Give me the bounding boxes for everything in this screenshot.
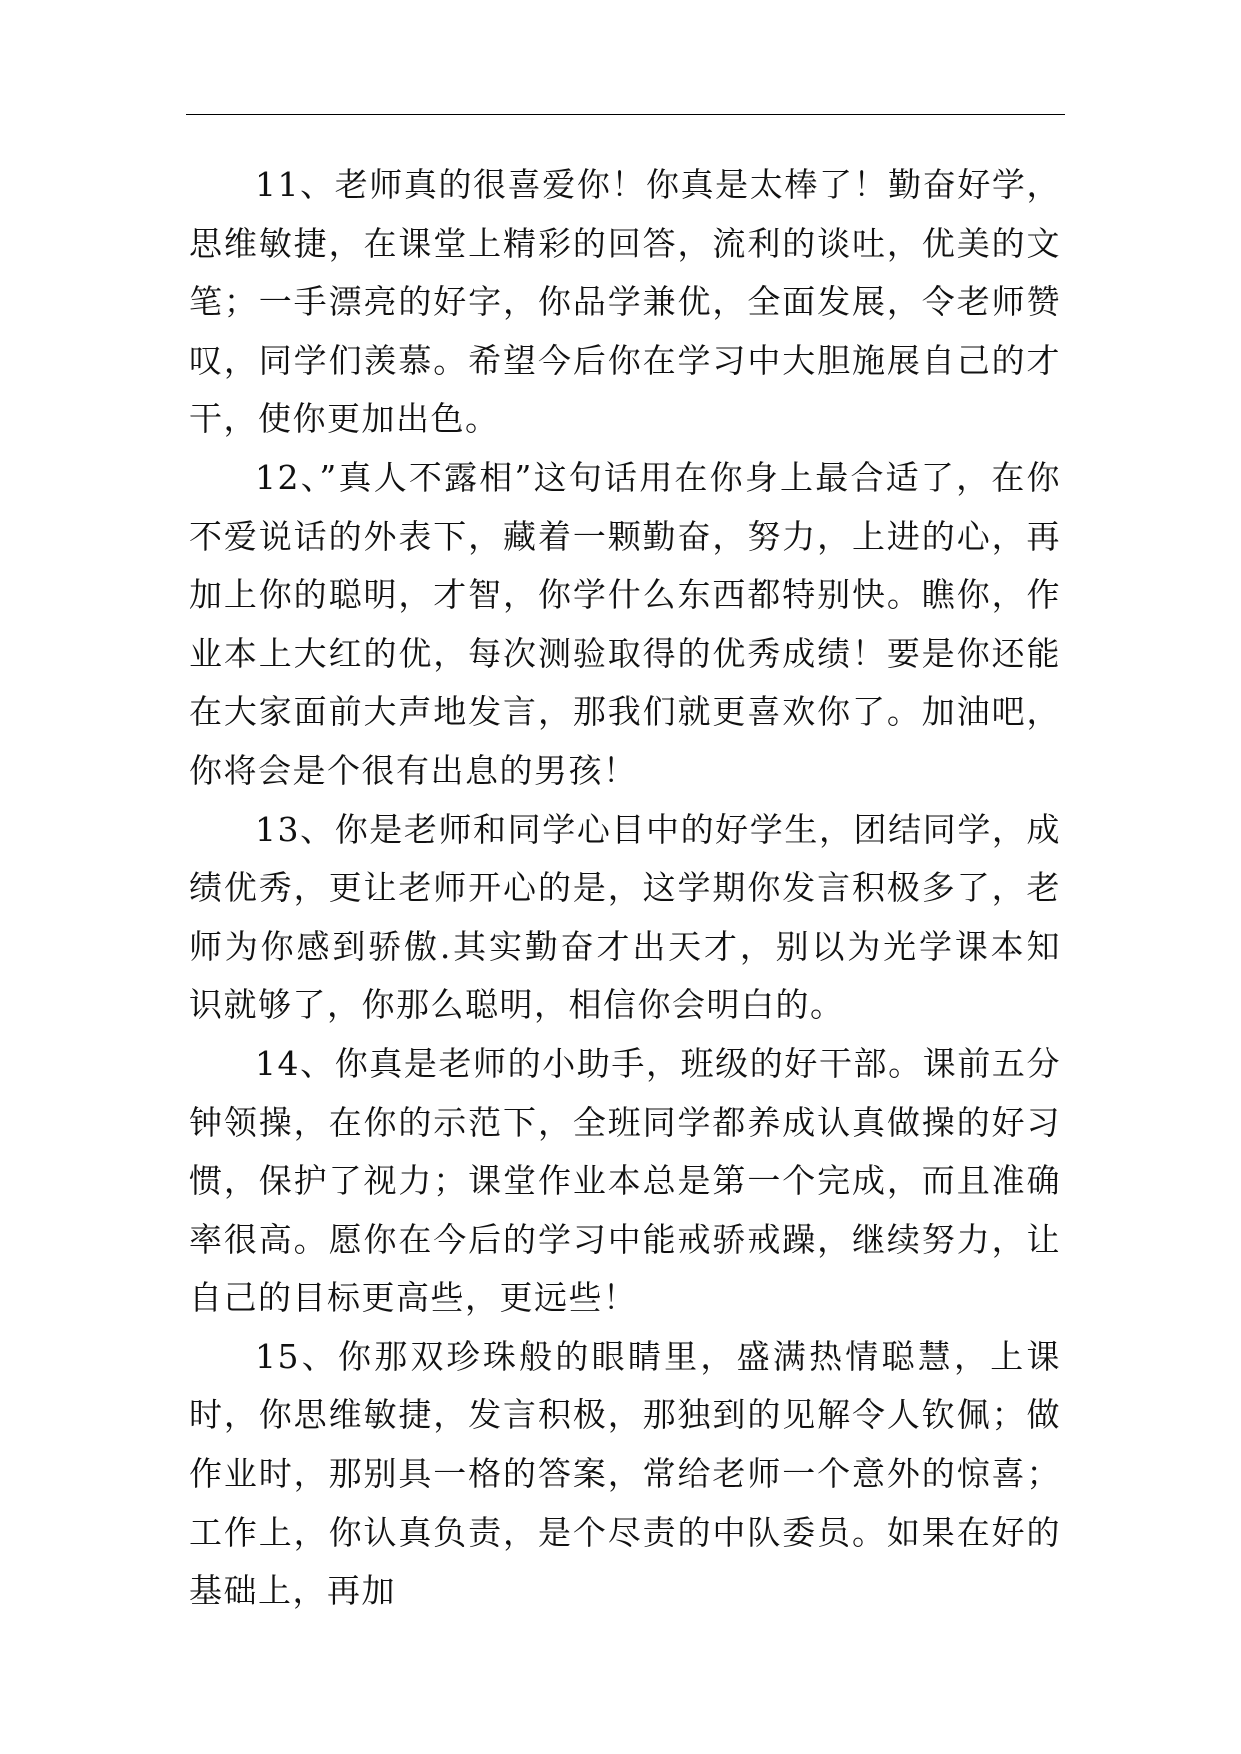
paragraph-text: 老师真的很喜爱你！你真是太棒了！勤奋好学，思维敏捷，在课堂上精彩的回答，流利的谈吐，优美的文笔；一手漂亮的好字，你品学兼优，全面发展，令老师赞叹，同学们羡慕。希望今后你在学习中大胆施展自己的才干，使你更加出色。 bbox=[189, 165, 1062, 439]
paragraph-text: 你那双珍珠般的眼睛里，盛满热情聪慧，上课时，你思维敏捷，发言积极，那独到的见解令人钦佩；做作业时，那别具一格的答案，常给老师一个意外的惊喜；工作上，你认真负责，是个尽责的中队委员。如果在好的基础上，再加 bbox=[189, 1336, 1061, 1611]
paragraph-number: 11、 bbox=[255, 165, 335, 204]
paragraph-text: 你真是老师的小助手，班级的好干部。课前五分钟领操，在你的示范下，全班同学都养成认真做操的好习惯，保护了视力；课堂作业本总是第一个完成，而且准确率很高。愿你在今后的学习中能戒骄戒躁，继续努力，让自己的目标更高些，更远些！ bbox=[189, 1043, 1062, 1318]
paragraph-text: 你是老师和同学心目中的好学生，团结同学，成绩优秀，更让老师开心的是，这学期你发言积极多了，老师为你感到骄傲.其实勤奋才出天才，别以为光学课本知识就够了，你那么聪明，相信你会明白的。 bbox=[189, 809, 1062, 1025]
paragraph-12 bbox=[189, 449, 1061, 801]
paragraph-14 bbox=[189, 1035, 1061, 1328]
document-body bbox=[189, 156, 1061, 1621]
paragraph-text: ”真人不露相”这句话用在你身上最合适了，在你不爱说话的外表下，藏着一颗勤奋，努力，上进的心，再加上你的聪明，才智，你学什么东西都特别快。瞧你，作业本上大红的优，每次测验取得的优秀成绩！要是你还能在大家面前大声地发言，那我们就更喜欢你了。加油吧，你将会是个很有出息的男孩！ bbox=[189, 457, 1061, 790]
paragraph-15 bbox=[189, 1328, 1061, 1621]
paragraph-number: 14、 bbox=[255, 1043, 335, 1083]
paragraph-11 bbox=[189, 156, 1061, 449]
paragraph-number: 13、 bbox=[255, 809, 335, 849]
header-rule bbox=[186, 114, 1065, 115]
paragraph-13 bbox=[189, 801, 1061, 1035]
paragraph-number: 15、 bbox=[255, 1336, 338, 1376]
paragraph-number: 12、 bbox=[255, 457, 320, 497]
